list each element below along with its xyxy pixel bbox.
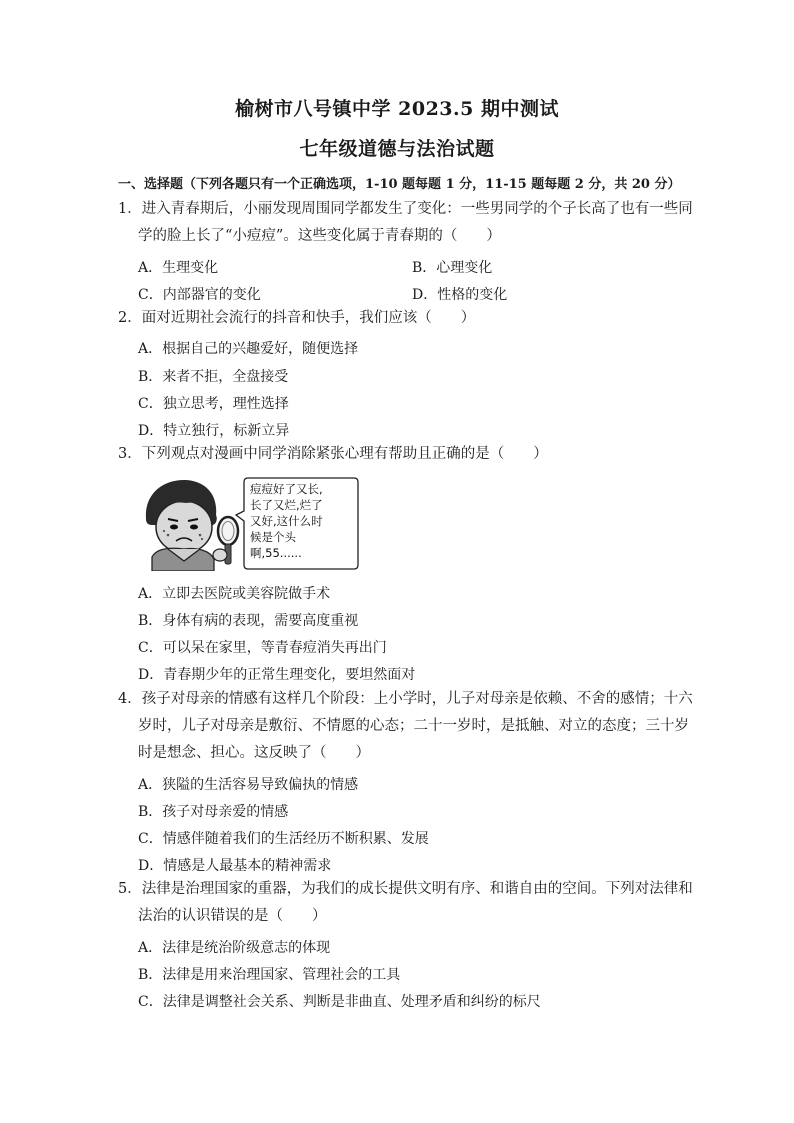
question-2-option-c: C．独立思考，理性选择 (138, 396, 289, 412)
question-2-option-d: D．特立独行，标新立异 (138, 423, 290, 439)
question-2-option-b: B．来者不拒，全盘接受 (138, 369, 289, 385)
cartoon-boy-illustration (146, 480, 238, 571)
question-2-line-1: 2．面对近期社会流行的抖音和快手，我们应该（ ） (118, 310, 476, 326)
speech-bubble-line-3: 又好,这什么时 (250, 514, 323, 528)
speech-bubble-line-1: 痘痘好了又长, (250, 482, 323, 496)
question-1-option-a: A．生理变化 (138, 260, 219, 276)
question-3-option-a: A．立即去医院或美容院做手术 (138, 586, 331, 602)
speech-bubble-line-5: 啊,55...... (250, 546, 302, 560)
question-5-option-b: B．法律是用来治理国家、管理社会的工具 (138, 967, 401, 983)
exam-title: 榆树市八号镇中学 2023.5 期中测试 (235, 98, 559, 120)
section-heading: 一、选择题（下列各题只有一个正确选项，1-10 题每题 1 分，11-15 题每题 2 分，共 20 分） (118, 177, 681, 192)
exam-subtitle: 七年级道德与法治试题 (299, 138, 495, 160)
question-4-line-3: 时是想念、担心。这反映了（ ） (138, 745, 370, 761)
question-3-option-b: B．身体有病的表现，需要高度重视 (138, 613, 359, 629)
question-1-option-c: C．内部器官的变化 (138, 287, 261, 303)
question-5-option-c: C．法律是调整社会关系、判断是非曲直、处理矛盾和纠纷的标尺 (138, 994, 541, 1010)
question-4-option-b: B．孩子对母亲爱的情感 (138, 804, 289, 820)
question-4-line-1: 4．孩子对母亲的情感有这样几个阶段：上小学时，儿子对母亲是依赖、不舍的感情；十六 (118, 691, 693, 707)
question-1-option-d: D．性格的变化 (412, 287, 508, 303)
question-1-line-2: 学的脸上长了“小痘痘”。这些变化属于青春期的（ ） (138, 228, 501, 244)
question-1-line-1: 1．进入青春期后，小丽发现周围同学都发生了变化：一些男同学的个子长高了也有一些同 (118, 201, 693, 217)
question-4-option-a: A．狭隘的生活容易导致偏执的情感 (138, 777, 359, 793)
question-5-option-a: A．法律是统治阶级意志的体现 (138, 940, 331, 956)
question-3-option-c: C．可以呆在家里，等青春痘消失再出门 (138, 640, 387, 656)
question-3-option-d: D．青春期少年的正常生理变化，要坦然面对 (138, 667, 416, 683)
speech-bubble-line-2: 长了又烂,烂了 (250, 498, 323, 512)
question-2-option-a: A．根据自己的兴趣爱好，随便选择 (138, 341, 359, 357)
speech-bubble-line-4: 候是个头 (250, 530, 296, 544)
question-1-option-b: B．心理变化 (412, 260, 493, 276)
question-5-line-1: 5．法律是治理国家的重器，为我们的成长提供文明有序、和谐自由的空间。下列对法律和 (118, 881, 693, 897)
question-5-line-2: 法治的认识错误的是（ ） (138, 908, 327, 924)
question-3-line-1: 3．下列观点对漫画中同学消除紧张心理有帮助且正确的是（ ） (118, 446, 548, 462)
cartoon-image (138, 475, 360, 571)
question-4-line-2: 岁时，儿子对母亲是敷衍、不情愿的心态；二十一岁时，是抵触、对立的态度；三十岁 (138, 718, 689, 734)
speech-bubble (236, 478, 358, 569)
question-4-option-d: D．情感是人最基本的精神需求 (138, 858, 332, 874)
question-4-option-c: C．情感伴随着我们的生活经历不断积累、发展 (138, 831, 429, 847)
